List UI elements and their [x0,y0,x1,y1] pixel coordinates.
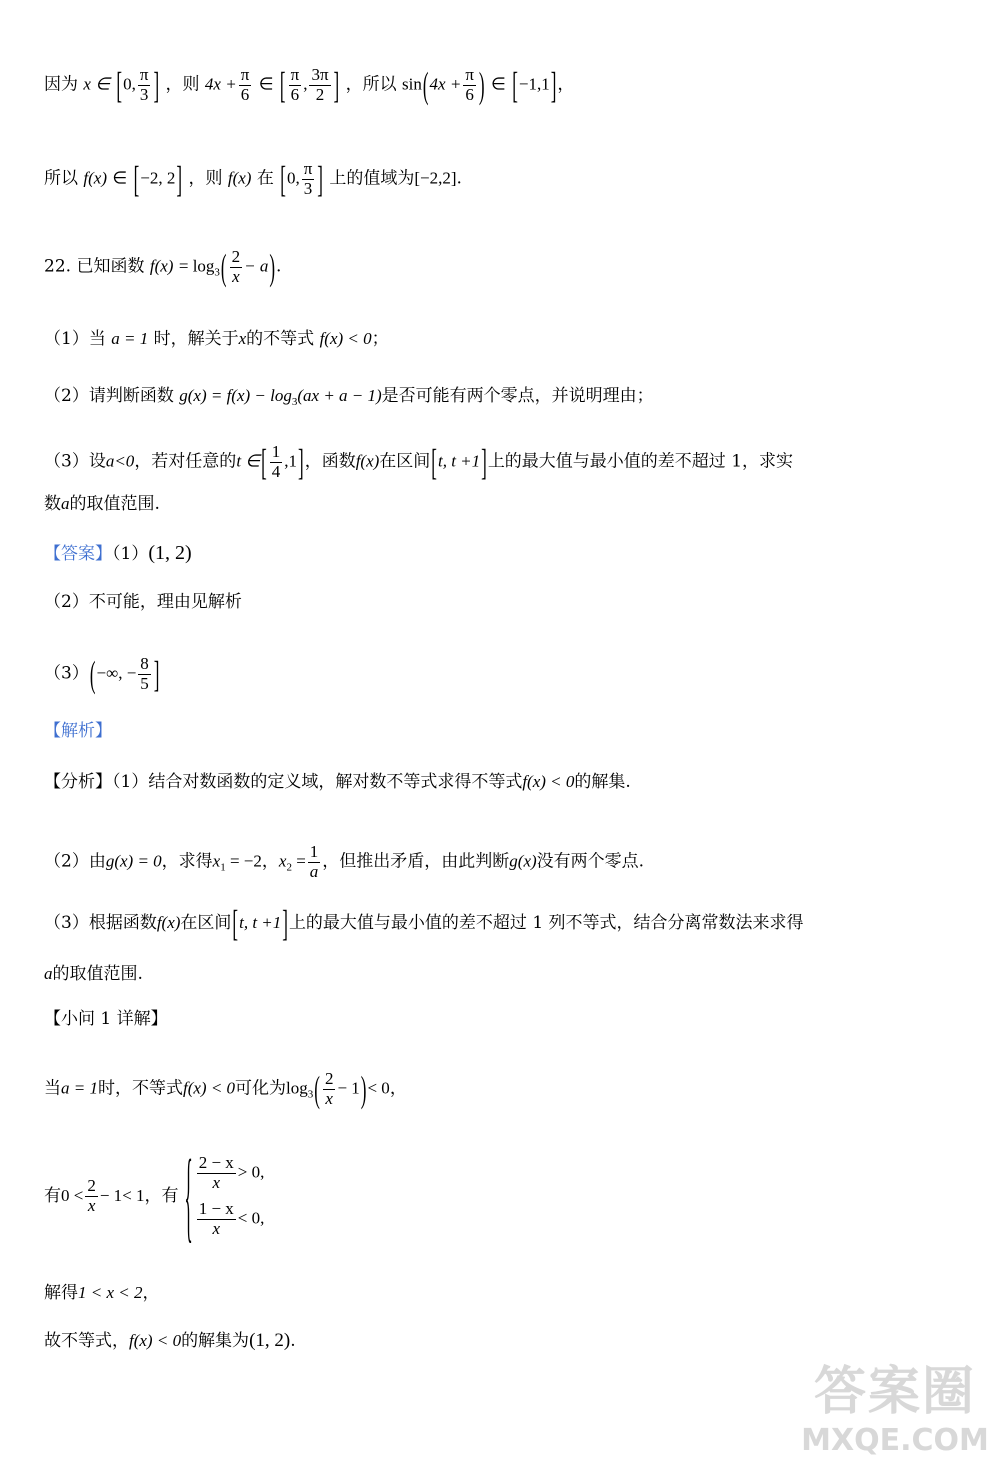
fraction [308,843,321,881]
math: f(x) < 0 [319,329,372,348]
text: （2）请判断函数 [44,386,174,406]
text: （1）结合对数函数的定义域，解对数不等式求得不等式 [112,772,523,792]
paren: ( [422,64,429,107]
text: （3）设 [44,451,106,472]
bracket: ] [317,158,323,201]
fraction [463,66,476,104]
detail-4 [44,1331,296,1350]
text: （1）当 [44,329,106,349]
subscript: 3 [214,266,220,279]
detail-2 [44,1139,265,1254]
num: π [240,65,250,84]
den: x [325,1088,333,1108]
bracket: ] [298,441,304,484]
math: 0, [286,168,300,188]
text: 时，不等式 [97,1078,183,1099]
text: ； [371,329,389,349]
math: ∈ [490,74,506,94]
text: 的取值范围. [52,964,143,984]
math: f(x) [227,168,252,188]
math: a = 1 [111,329,149,348]
math: ,1 [284,451,298,471]
num: 1 [309,842,319,861]
line-domain-x [44,64,575,107]
math: g(x) [509,851,537,871]
paren: ) [360,1068,367,1111]
math: x ∈ [83,74,111,94]
math: 0, [123,74,136,94]
den: x [232,266,240,286]
bracket: [ [431,441,437,484]
bracket: ] [176,158,183,201]
math: (1, 2) [249,1330,291,1351]
text: 的解集为 [181,1331,250,1351]
question-part-1 [44,330,389,348]
fraction [323,1070,336,1108]
den: 5 [140,673,149,693]
text: ，则 [165,74,200,95]
den: 3 [303,178,313,198]
text: 22. 已知函数 [44,256,145,277]
bracket: [ [280,158,286,201]
watermark-logo [800,1362,990,1472]
math: (1, 2) [148,542,192,564]
subscript: 3 [307,1088,314,1101]
paren: ( [89,653,96,696]
den: 3 [139,84,149,104]
num: π [465,65,474,84]
math: < 1 [122,1185,145,1205]
den: 6 [290,84,300,104]
text: ， [261,851,279,872]
bracket: ] [153,64,160,107]
den: x [212,1172,221,1192]
bracket: [ [512,64,518,107]
bracket: ] [481,441,487,484]
sub1-heading [44,1011,168,1028]
math: t, t +1 [437,451,481,471]
fraction [309,66,330,104]
bracket: [ [232,902,239,945]
text: 数 [44,494,61,514]
line-range [44,158,462,201]
analysis-3-cont [44,965,143,983]
math: = log [178,256,215,276]
fraction [85,1177,98,1215]
den: x [87,1195,96,1215]
math: > 0, [237,1162,265,1182]
jiexi-heading: 【解析】 [44,721,112,741]
fraction [270,443,283,481]
brace: { [184,1139,193,1254]
subscript: 2 [286,861,292,874]
math: f(x) [83,168,107,188]
text: 有 [44,1185,61,1206]
math: − a [244,256,269,276]
text: 故不等式， [44,1331,129,1351]
math: 1 < x < 2 [78,1283,143,1302]
text: 的取值范围. [69,494,160,514]
math: − 1 [99,1185,123,1205]
math: = [291,851,306,871]
text: 在区间 [180,913,232,933]
math: t ∈ [236,451,261,471]
text: 的不等式 [246,329,315,349]
sub-heading: 【小问 1 详解】 [44,1009,168,1029]
subscript: 1 [220,861,226,874]
math: − 1 [337,1078,360,1098]
watermark-url: MXQE.COM [801,1423,989,1458]
bracket: [ [261,441,267,484]
math: x [278,851,287,871]
text: ， [389,1078,407,1099]
text: 因为 [44,74,78,95]
answer-3 [44,653,160,696]
text: ，所以 [345,74,397,95]
math: [−2,2] [414,168,457,188]
paren: ) [269,246,275,289]
math: , [303,74,308,94]
fraction [197,1200,236,1238]
math: x [238,329,247,348]
paren: ( [220,246,227,289]
bracket: [ [279,64,286,107]
math: f(x) < 0 [182,1078,236,1098]
math: g(x) = f(x) − log [179,386,292,405]
watermark-text: 答案圈 [813,1362,976,1422]
question-part-3-cont [44,495,160,513]
inequality-system [195,1150,265,1243]
bracket: ] [333,64,340,107]
paren: ( [314,1068,320,1111]
math: a [61,494,70,513]
jiexi-label [44,723,112,740]
fraction [138,66,151,104]
bracket: ] [282,902,288,945]
text: 在 [256,168,274,189]
question-22: 22. 已知函数 $f(x) = \log_3$( $\frac{2}{x}$ − a). [44,246,282,289]
text: （3） [44,663,89,684]
text: 时，解关于 [153,329,239,349]
math: t, t +1 [239,913,282,932]
num: π [139,65,149,84]
question-part-3 [44,441,794,484]
analysis-3 [44,902,804,945]
num: 2 [87,1176,96,1196]
fraction [138,655,151,693]
math: a = 1 [61,1078,98,1098]
text: ，若对任意的 [134,451,237,472]
text: 解得 [44,1283,78,1303]
math: f(x) [355,451,380,471]
num: π [303,159,313,178]
analysis-label: 【分析】 [44,772,112,792]
math: f(x) < 0 [522,772,575,791]
text: 的解集. [574,772,631,792]
den: x [212,1219,221,1239]
text: （1） [112,544,149,564]
math: f(x) [156,913,181,932]
num: π [290,65,300,84]
answer-label: 【答案】 [44,544,112,564]
bracket: ] [153,653,160,696]
math: f(x) [149,256,174,276]
math: f(x) < 0 [129,1331,182,1350]
answer-2 [44,594,242,611]
den: 6 [240,84,250,104]
math: 4x + [429,74,462,94]
num: 2 − x [198,1153,234,1172]
math: −∞, − [96,663,137,683]
text: 上的最大值与最小值的差不超过 1 列不等式，结合分离常数法来求得 [288,913,804,933]
text: ，但推出矛盾，由此判断 [322,851,510,872]
num: 1 − x [198,1199,234,1219]
math: < 0 [367,1078,390,1098]
math: a [44,964,53,983]
bracket: [ [116,64,123,107]
text: （2）不可能，理由见解析 [44,592,242,612]
text: ，求得 [161,851,213,872]
analysis-2 [44,843,644,881]
num: 2 [231,247,241,266]
den: 6 [465,84,474,104]
text: 可化为 [235,1078,287,1099]
math: (ax + a − 1) [297,386,382,405]
math: 4x + [204,74,237,94]
fraction [302,160,315,198]
text: （2）由 [44,851,106,872]
text: ，函数 [304,451,356,472]
text: 没有两个零点. [536,851,645,872]
num: 1 [271,442,281,461]
math: sin [402,74,422,94]
fraction [197,1154,236,1192]
subscript: 3 [291,396,298,408]
math: < 0, [237,1209,265,1229]
text: ， [557,74,575,95]
math: = −2 [225,851,262,871]
fraction [239,66,252,104]
question-part-2 [44,387,654,408]
math: a<0 [105,451,135,471]
math: log [286,1078,308,1098]
detail-1 [44,1068,407,1111]
num: 3π [311,65,329,84]
answer-1 [44,543,192,563]
den: a [309,861,319,881]
den: 2 [315,84,325,104]
text: ，有 [144,1185,179,1206]
detail-3: 解得1 < x < 2， [44,1283,160,1303]
text: . [456,168,462,189]
paren: ) [478,64,485,107]
num: 8 [140,654,149,673]
math: 0 < [61,1185,84,1205]
text: 当 [44,1078,61,1099]
bracket: ] [550,64,557,107]
text: 所以 [44,168,78,189]
text: 上的最大值与最小值的差不超过 1，求实 [487,451,794,472]
fraction [230,248,243,286]
text: ，则 [188,168,223,189]
bracket: [ [133,158,140,201]
math: x [212,851,221,871]
fraction [289,66,302,104]
text: 上的值域为 [329,168,415,189]
num: 2 [324,1069,334,1088]
math: ∈ [112,168,128,188]
math: ∈ [258,74,274,94]
den: 4 [271,461,281,481]
math: −2, 2 [140,168,176,188]
text: . [290,1331,296,1351]
text: （3）根据函数 [44,913,157,933]
math: g(x) = 0 [105,851,162,871]
text: 是否可能有两个零点，并说明理由； [381,386,654,406]
math: −1,1 [518,74,550,94]
analysis-1 [44,773,631,791]
text: 在区间 [379,451,431,472]
